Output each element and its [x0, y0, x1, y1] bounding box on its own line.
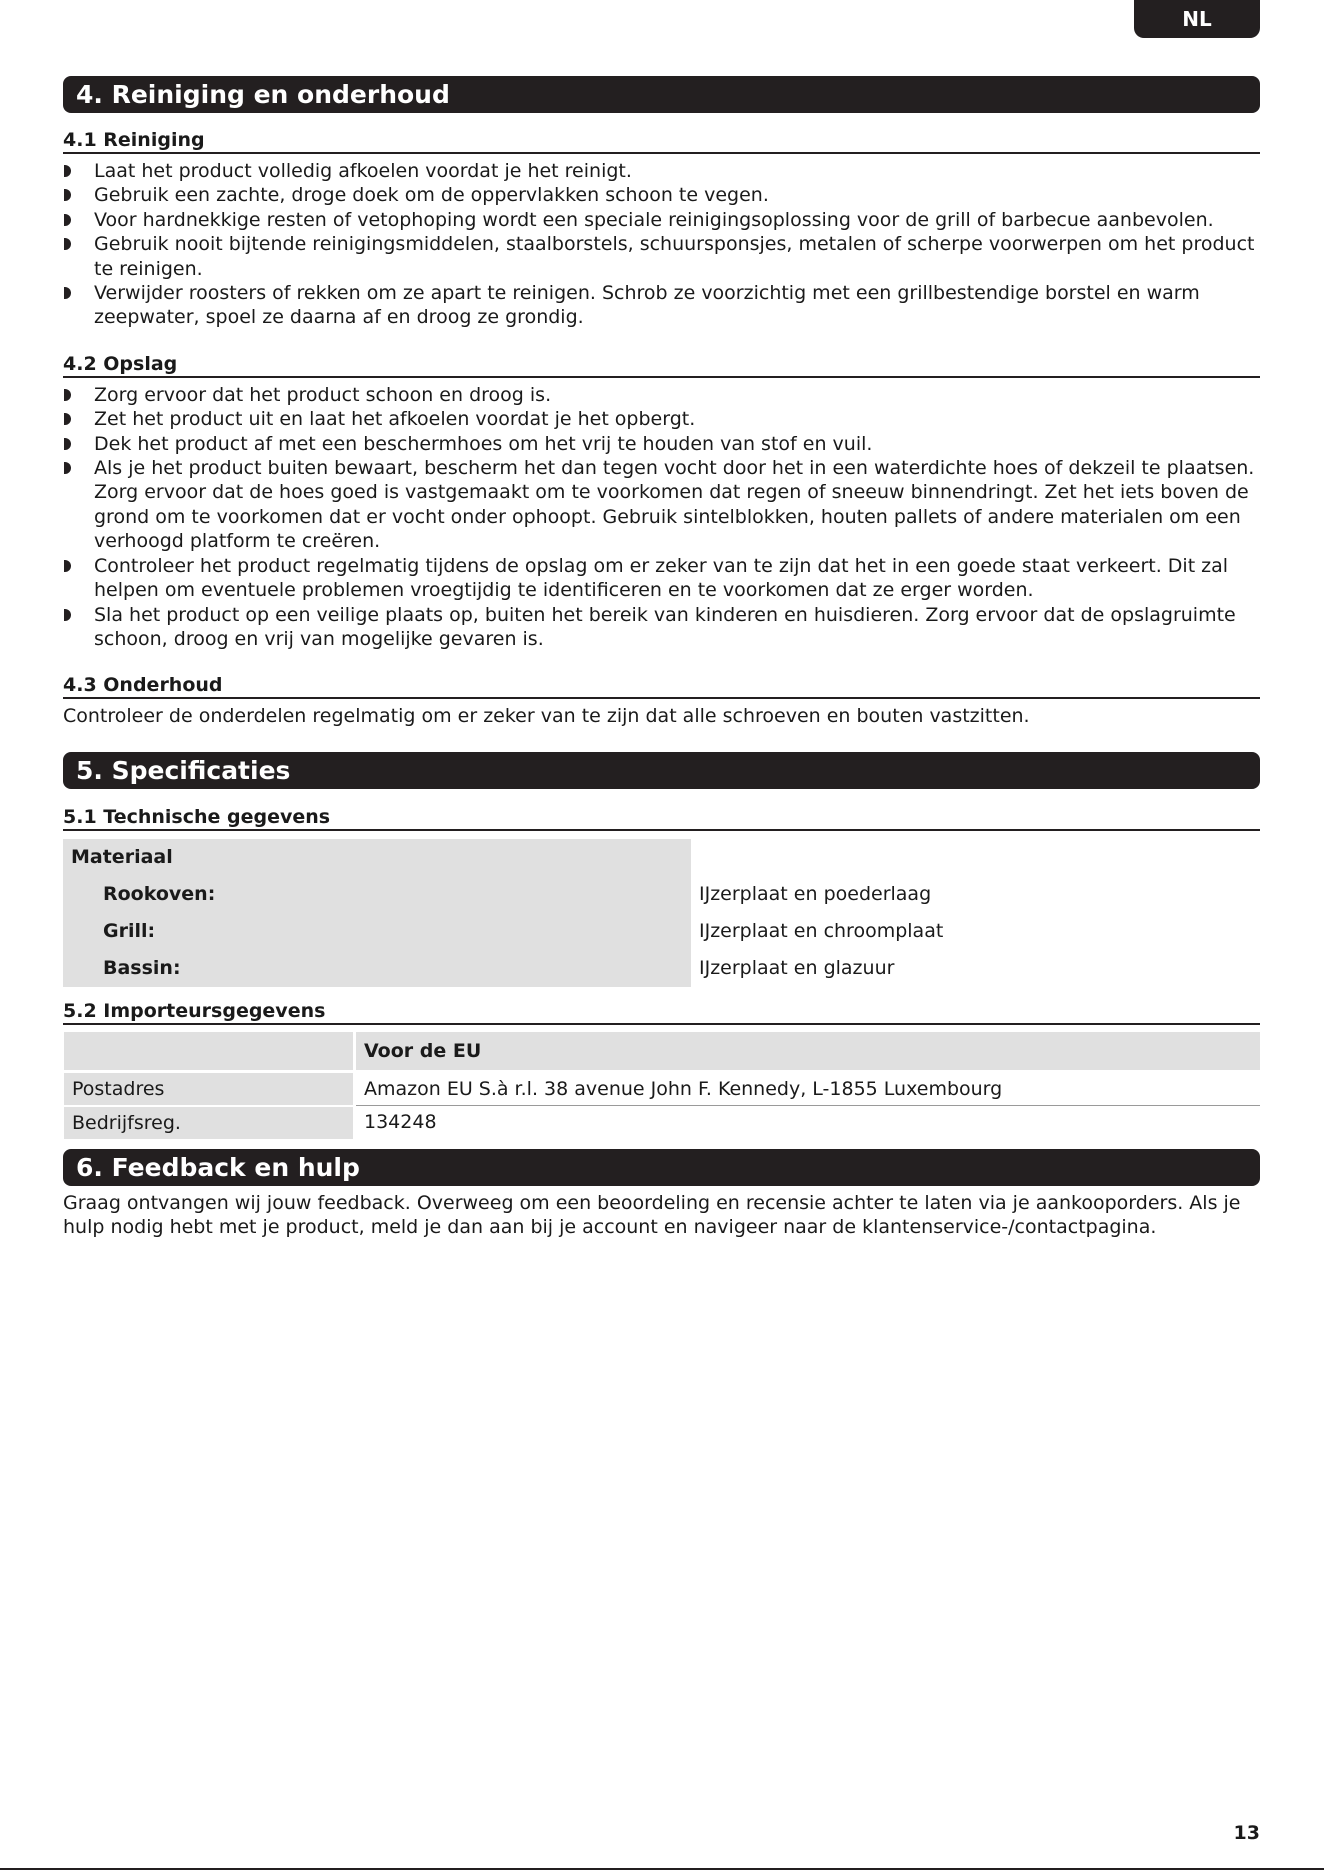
list-item: Sla het product op een veilige plaats op, buiten het bereik van kinderen en huisdieren. Zorg ervoor dat de opslagruimte schoon, droog en vrij van mogelijke gevaren is. — [63, 603, 1260, 652]
table-cell-value: 134248 — [364, 1111, 437, 1134]
importer-table — [64, 1032, 1260, 1139]
section-title: 5. Specificaties — [63, 752, 1260, 789]
list-item: Gebruik nooit bijtende reinigingsmiddelen, staalborstels, schuursponsjes, metalen of scherpe voorwerpen om het product te reinigen. — [63, 232, 1260, 281]
subsection-title: 4.2 Opslag — [63, 353, 1260, 378]
subsection-title: 5.2 Importeursgegevens — [63, 1000, 1260, 1025]
table-cell-label: Grill: — [63, 913, 691, 950]
table-row — [63, 913, 1260, 950]
table-cell-label: Materiaal — [63, 839, 691, 876]
table-header-cell: Voor de EU — [355, 1032, 1261, 1072]
table-cell-label: Rookoven: — [63, 876, 691, 913]
table-cell-empty — [64, 1032, 355, 1072]
table-row — [63, 876, 1260, 913]
table-cell-value — [691, 839, 1260, 876]
list-item: Gebruik een zachte, droge doek om de oppervlakken schoon te vegen. — [63, 183, 1260, 207]
list-item: Verwijder roosters of rekken om ze apart te reinigen. Schrob ze voorzichtig met een grillbestendige borstel en warm zeepwater, spoel ze daarna af en droog ze grondig. — [63, 281, 1260, 330]
paragraph: Graag ontvangen wij jouw feedback. Overweeg om een beoordeling en recensie achter te laten via je aankooporders. Als je hulp nodig hebt met je product, meld je dan aan bij je account en navigeer naar de klantenservice-/contactpagina. — [63, 1191, 1241, 1239]
table-cell-value: Amazon EU S.à r.l. 38 avenue John F. Kennedy, L-1855 Luxembourg — [355, 1071, 1261, 1106]
table-row — [63, 950, 1260, 987]
bottom-rule — [0, 1868, 1324, 1870]
page-number: 13 — [1233, 1822, 1260, 1844]
subsection-title: 5.1 Technische gegevens — [63, 806, 1260, 831]
table-cell-label: Postadres — [64, 1071, 355, 1106]
spec-table — [63, 839, 1260, 987]
table-row — [64, 1071, 1260, 1106]
table-row — [64, 1106, 1260, 1139]
document-body — [63, 76, 1260, 1240]
subsection-title: 4.1 Reiniging — [63, 129, 1260, 154]
table-cell-label: Bassin: — [63, 950, 691, 987]
table-cell-value: IJzerplaat en glazuur — [699, 957, 895, 980]
list-item: Controleer het product regelmatig tijdens de opslag om er zeker van te zijn dat het in een goede staat verkeert. Dit zal helpen om eventuele problemen vroegtijdig te identificeren en te voorkomen dat ze erger worden. — [63, 554, 1260, 603]
list-item: Voor hardnekkige resten of vetophoping wordt een speciale reinigingsoplossing voor de grill of barbecue aanbevolen. — [63, 208, 1260, 232]
bullet-list — [63, 159, 1260, 330]
table-cell-value: IJzerplaat en chroomplaat — [699, 920, 944, 943]
subsection-title: 4.3 Onderhoud — [63, 674, 1260, 699]
list-item: Zet het product uit en laat het afkoelen voordat je het opbergt. — [63, 407, 1260, 431]
bullet-list — [63, 383, 1260, 651]
section-title: 6. Feedback en hulp — [63, 1149, 1260, 1186]
table-cell-value: IJzerplaat en poederlaag — [699, 883, 932, 906]
list-item: Als je het product buiten bewaart, bescherm het dan tegen vocht door het in een waterdichte hoes of dekzeil te plaatsen. Zorg ervoor dat de hoes goed is vastgemaakt om te voorkomen dat regen of sneeuw binnendringt. Zet het iets boven de grond om te voorkomen dat er vocht onder ophoopt. Gebruik sintelblokken, houten pallets of andere materialen om een verhoogd platform te creëren. — [63, 456, 1260, 554]
list-item: Dek het product af met een beschermhoes om het vrij te houden van stof en vuil. — [63, 432, 1260, 456]
table-header-row — [64, 1032, 1260, 1072]
section-title: 4. Reiniging en onderhoud — [63, 76, 1260, 113]
table-cell-label: Bedrijfsreg. — [64, 1106, 355, 1139]
paragraph: Controleer de onderdelen regelmatig om er zeker van te zijn dat alle schroeven en bouten vastzitten. — [63, 705, 1030, 728]
list-item: Laat het product volledig afkoelen voordat je het reinigt. — [63, 159, 1260, 183]
list-item: Zorg ervoor dat het product schoon en droog is. — [63, 383, 1260, 407]
table-row — [63, 839, 1260, 876]
language-tab: NL — [1134, 0, 1260, 38]
